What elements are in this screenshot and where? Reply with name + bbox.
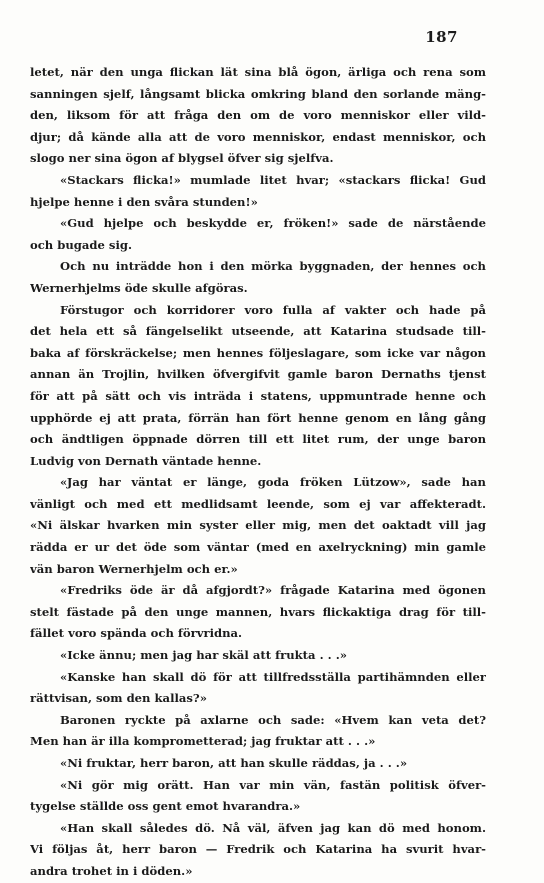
text-line: fället voro spända och förvridna.	[30, 626, 243, 641]
text-line: sanningen sjelf, långsamt blicka omkring bland den sorlande mäng-	[30, 86, 486, 101]
text-line: vän baron Wernerhjelm och er.»	[30, 561, 238, 576]
text-line: och bugade sig.	[30, 237, 133, 252]
text-line: Förstugor och korridorer voro fulla af vakter och hade på	[60, 302, 486, 317]
text-line: rädda er ur det öde som väntar (med en axelryckning) min gamle	[30, 540, 486, 555]
text-line: upphörde ej att prata, förrän han fört henne genom en lång gång	[30, 410, 486, 425]
text-line: Baronen ryckte på axlarne och sade: «Hvem kan veta det?	[60, 712, 486, 727]
text-line: letet, när den unga flickan lät sina blå ögon, ärliga och rena som	[30, 65, 486, 79]
text-line: Ludvig von Dernath väntade henne.	[30, 453, 262, 468]
text-line: djur; då kände alla att de voro menniskor, endast menniskor, och	[30, 129, 486, 144]
text-line: Och nu inträdde hon i den mörka byggnaden, der hennes och	[60, 259, 486, 274]
body-text	[30, 62, 486, 883]
text-line: det hela ett så fängelselikt utseende, att Katarina studsade till-	[30, 324, 486, 339]
text-line: slogo ner sina ögon af blygsel öfver sig sjelfva.	[30, 151, 334, 166]
text-line: baka af förskräckelse; men hennes följeslagare, som icke var någon	[30, 345, 486, 360]
text-line: «Ni älskar hvarken min syster eller mig, men det oaktadt vill jag	[30, 518, 486, 533]
text-line: annan än Trojlin, hvilken öfvergifvit gamle baron Dernaths tjenst	[30, 367, 486, 382]
text-line: stelt fästade på den unge mannen, hvars flickaktiga drag för till-	[30, 604, 486, 619]
text-line: «Icke ännu; men jag har skäl att frukta . . .»	[60, 648, 347, 663]
text-line: «Stackars flicka!» mumlade litet hvar; «stackars flicka! Gud	[60, 172, 486, 187]
text-line: Vi följas åt, herr baron — Fredrik och Katarina ha svurit hvar-	[30, 842, 486, 857]
text-line: «Fredriks öde är då afgjordt?» frågade Katarina med ögonen	[60, 583, 486, 598]
text-line: rättvisan, som den kallas?»	[30, 691, 207, 706]
text-line: «Ni fruktar, herr baron, att han skulle räddas, ja . . .»	[60, 756, 408, 770]
text-line: vänligt och med ett medlidsamt leende, som ej var affekteradt.	[30, 496, 486, 511]
page-number: 187	[425, 28, 458, 46]
text-line: andra trohet in i döden.»	[30, 863, 193, 878]
text-line: «Ni gör mig orätt. Han var min vän, fastän politisk öfver-	[60, 777, 486, 792]
text-line: hjelpe henne i den svåra stunden!»	[30, 194, 258, 209]
text-line: Men han är illa komprometterad; jag fruktar att . . .»	[30, 734, 376, 749]
text-line: och ändtligen öppnade dörren till ett litet rum, der unge baron	[30, 432, 486, 447]
text-line: «Jag har väntat er länge, goda fröken Lützow», sade han	[60, 475, 486, 490]
text-line: «Han skall således dö. Nå väl, äfven jag kan dö med honom.	[60, 820, 486, 835]
text-line: för att på sätt och vis inträda i statens, uppmuntrade henne och	[30, 388, 486, 403]
text-line: den, liksom för att fråga den om de voro menniskor eller vild-	[30, 108, 486, 123]
text-line: Wernerhjelms öde skulle afgöras.	[30, 280, 248, 295]
text-line: tygelse ställde oss gent emot hvarandra.»	[30, 799, 301, 814]
text-line: «Kanske han skall dö för att tillfredsställa partihämnden eller	[60, 669, 486, 684]
text-line: «Gud hjelpe och beskydde er, fröken!» sade de närstående	[60, 216, 486, 231]
